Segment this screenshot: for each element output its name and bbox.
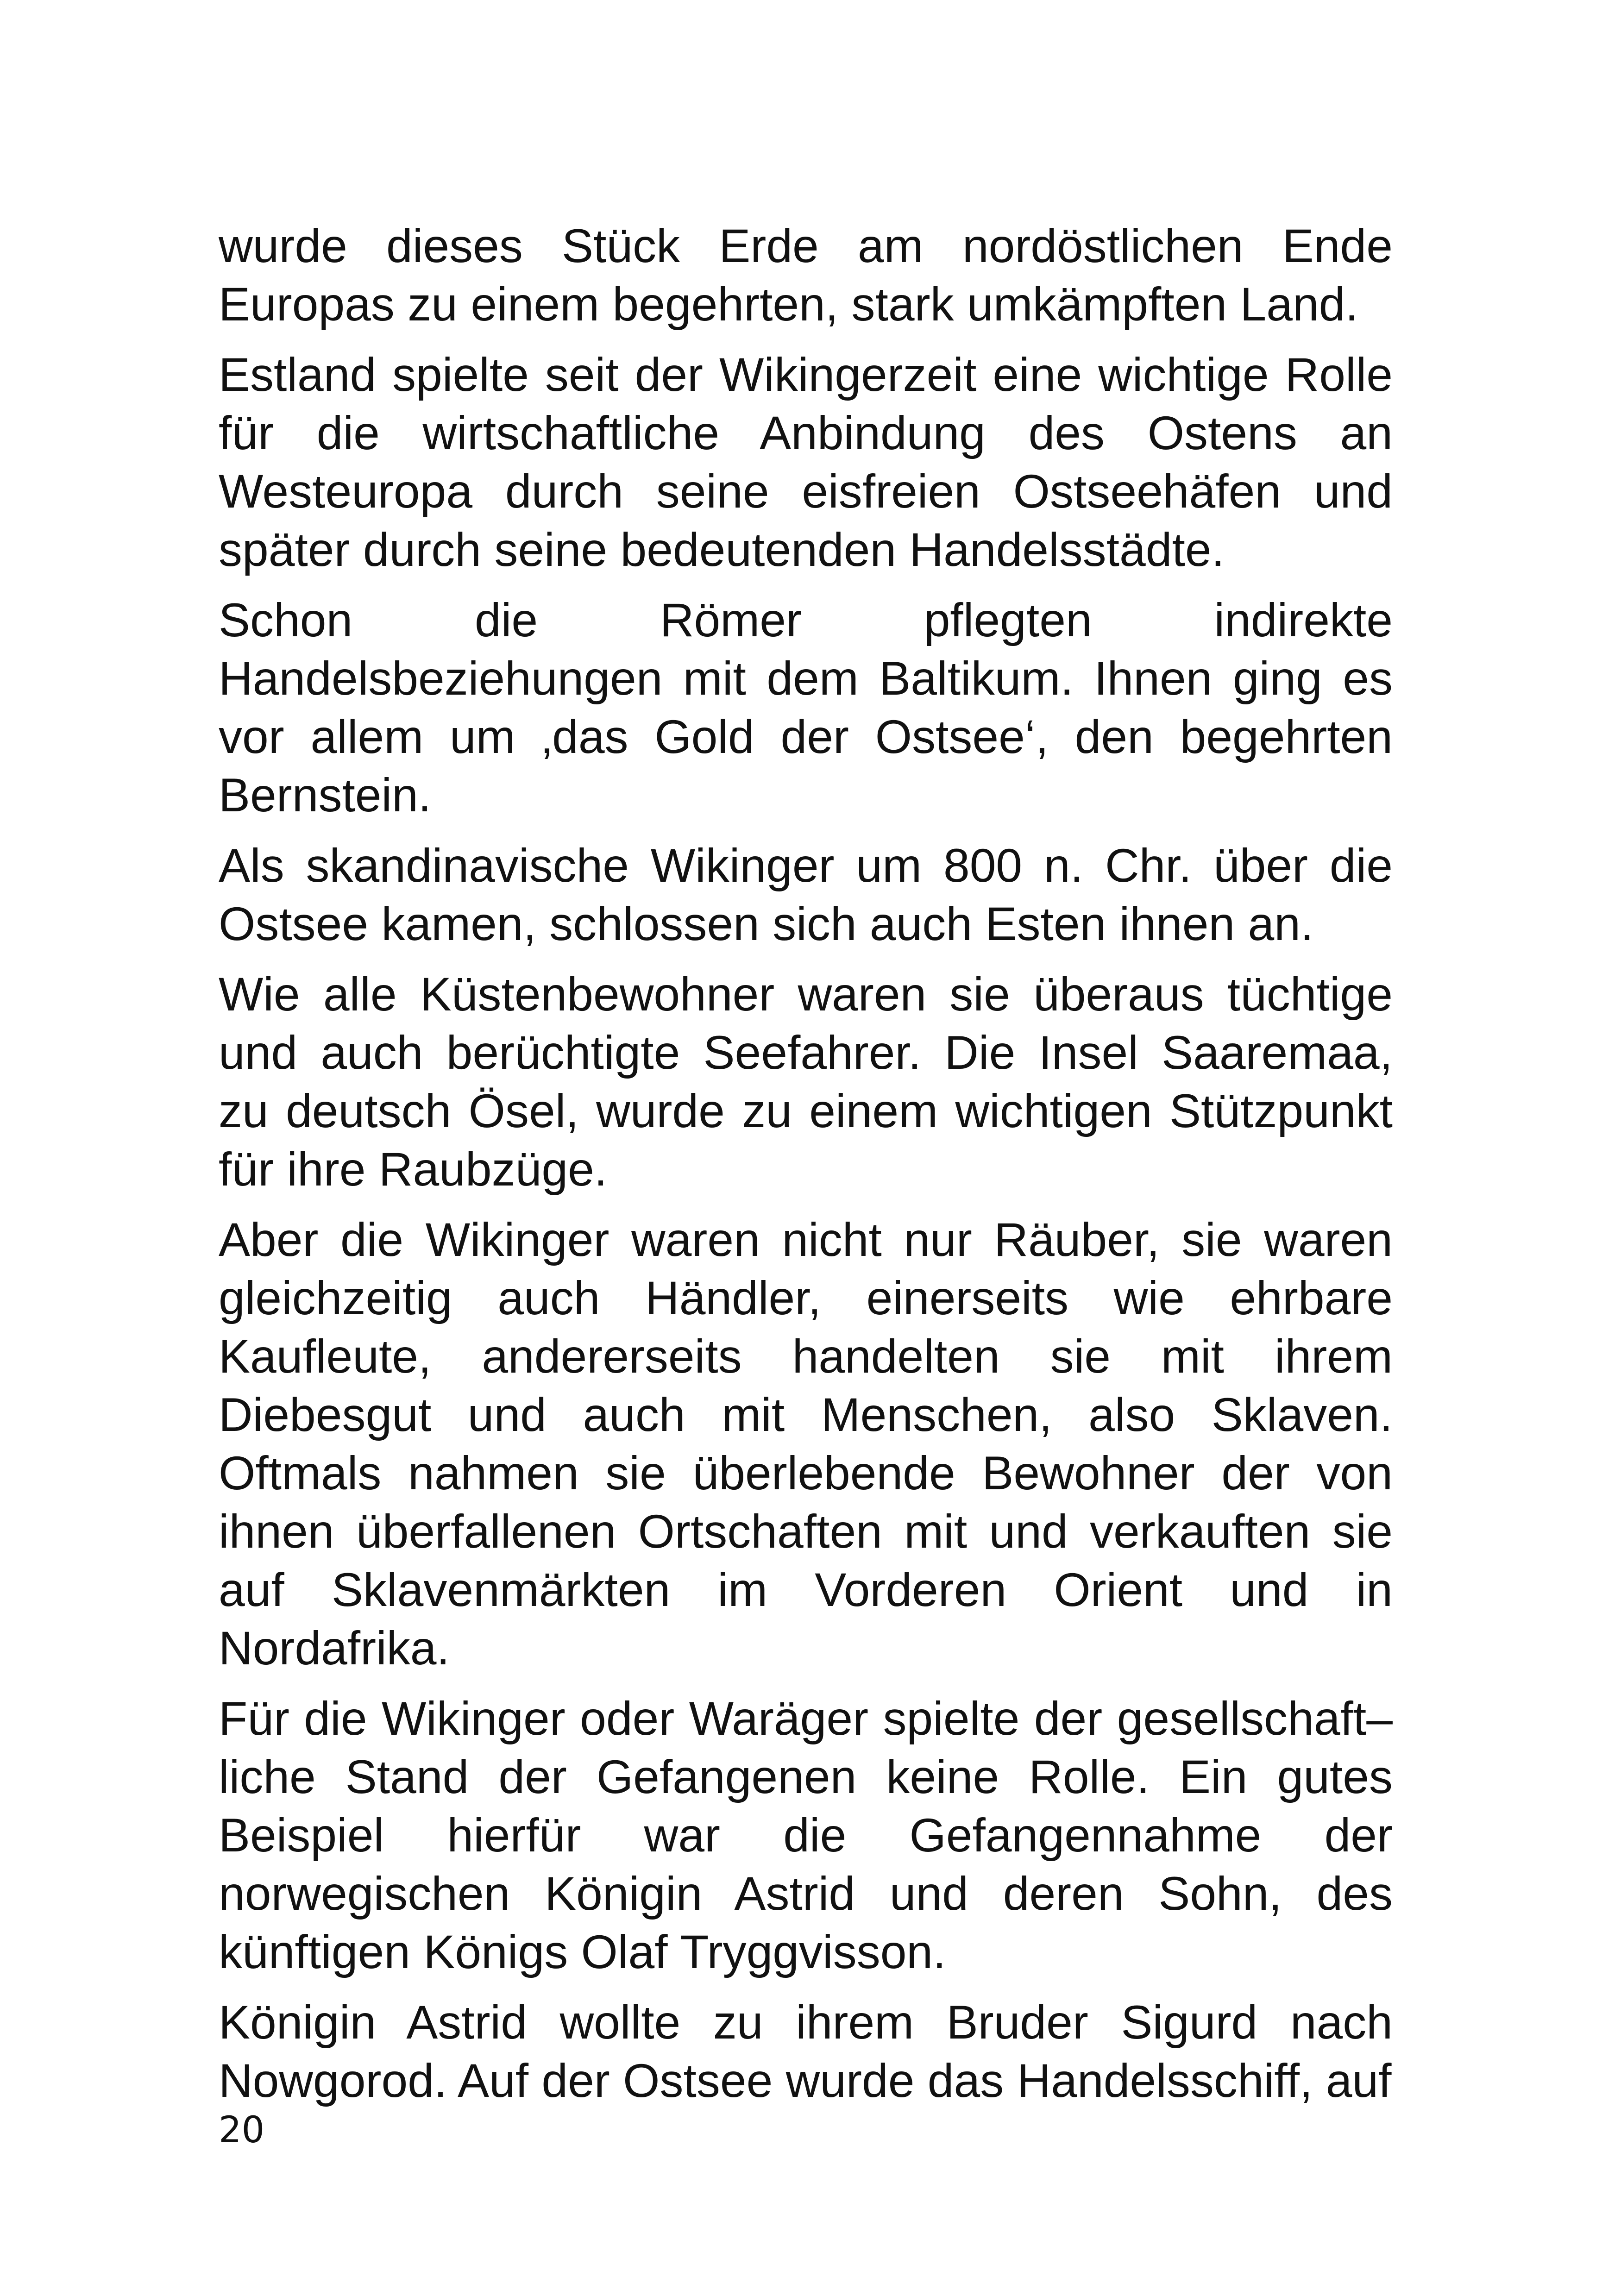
paragraph: Als skandinavische Wikinger um 800 n. Chr. über die Ostsee kamen, schlossen sich auch Esten ihnen an. xyxy=(219,839,1393,950)
paragraph: Für die Wikinger oder Waräger spielte der gesellschaft–liche Stand der Gefangenen keine Rolle. Ein gutes Beispiel hierfür war die Gefangennahme der norwegischen Königin Astrid und deren Sohn, des künftigen Königs Olaf Tryggvisson. xyxy=(219,1692,1393,1978)
page-number: 20 xyxy=(219,2109,265,2151)
paragraph: Wie alle Küstenbewohner waren sie überaus tüchtige und auch berüchtigte Seefahrer. Die Insel Saaremaa, zu deutsch Ösel, wurde zu einem wichtigen Stützpunkt für ihre Raubzüge. xyxy=(219,968,1393,1196)
paragraph: Königin Astrid wollte zu ihrem Bruder Sigurd nach Nowgorod. Auf der Ostsee wurde das Handelsschiff, auf xyxy=(219,1996,1393,2107)
paragraph: Aber die Wikinger waren nicht nur Räuber, sie waren gleichzeitig auch Händler, einerseits wie ehrbare Kaufleute, andererseits handelten sie mit ihrem Diebesgut und auch mit Menschen, also Sklaven. Oftmals nahmen sie überlebende Bewohner der von ihnen überfallenen Ortschaften mit und verkauften sie auf Sklavenmärkten im Vorderen Orient und in Nordafrika. xyxy=(219,1213,1393,1675)
body-text xyxy=(219,217,1393,2122)
paragraph: Estland spielte seit der Wikingerzeit eine wichtige Rolle für die wirtschaftliche Anbindung des Ostens an Westeuropa durch seine eisfreien Ostseehäfen und später durch seine bedeutenden Handelsstädte. xyxy=(219,348,1393,576)
paragraph: wurde dieses Stück Erde am nordöstlichen Ende Europas zu einem begehrten, stark umkämpften Land. xyxy=(219,220,1393,331)
paragraph: Schon die Römer pflegten indirekte Handelsbeziehungen mit dem Baltikum. Ihnen ging es vor allem um ‚das Gold der Ostsee‘, den begehrten Bernstein. xyxy=(219,594,1393,822)
